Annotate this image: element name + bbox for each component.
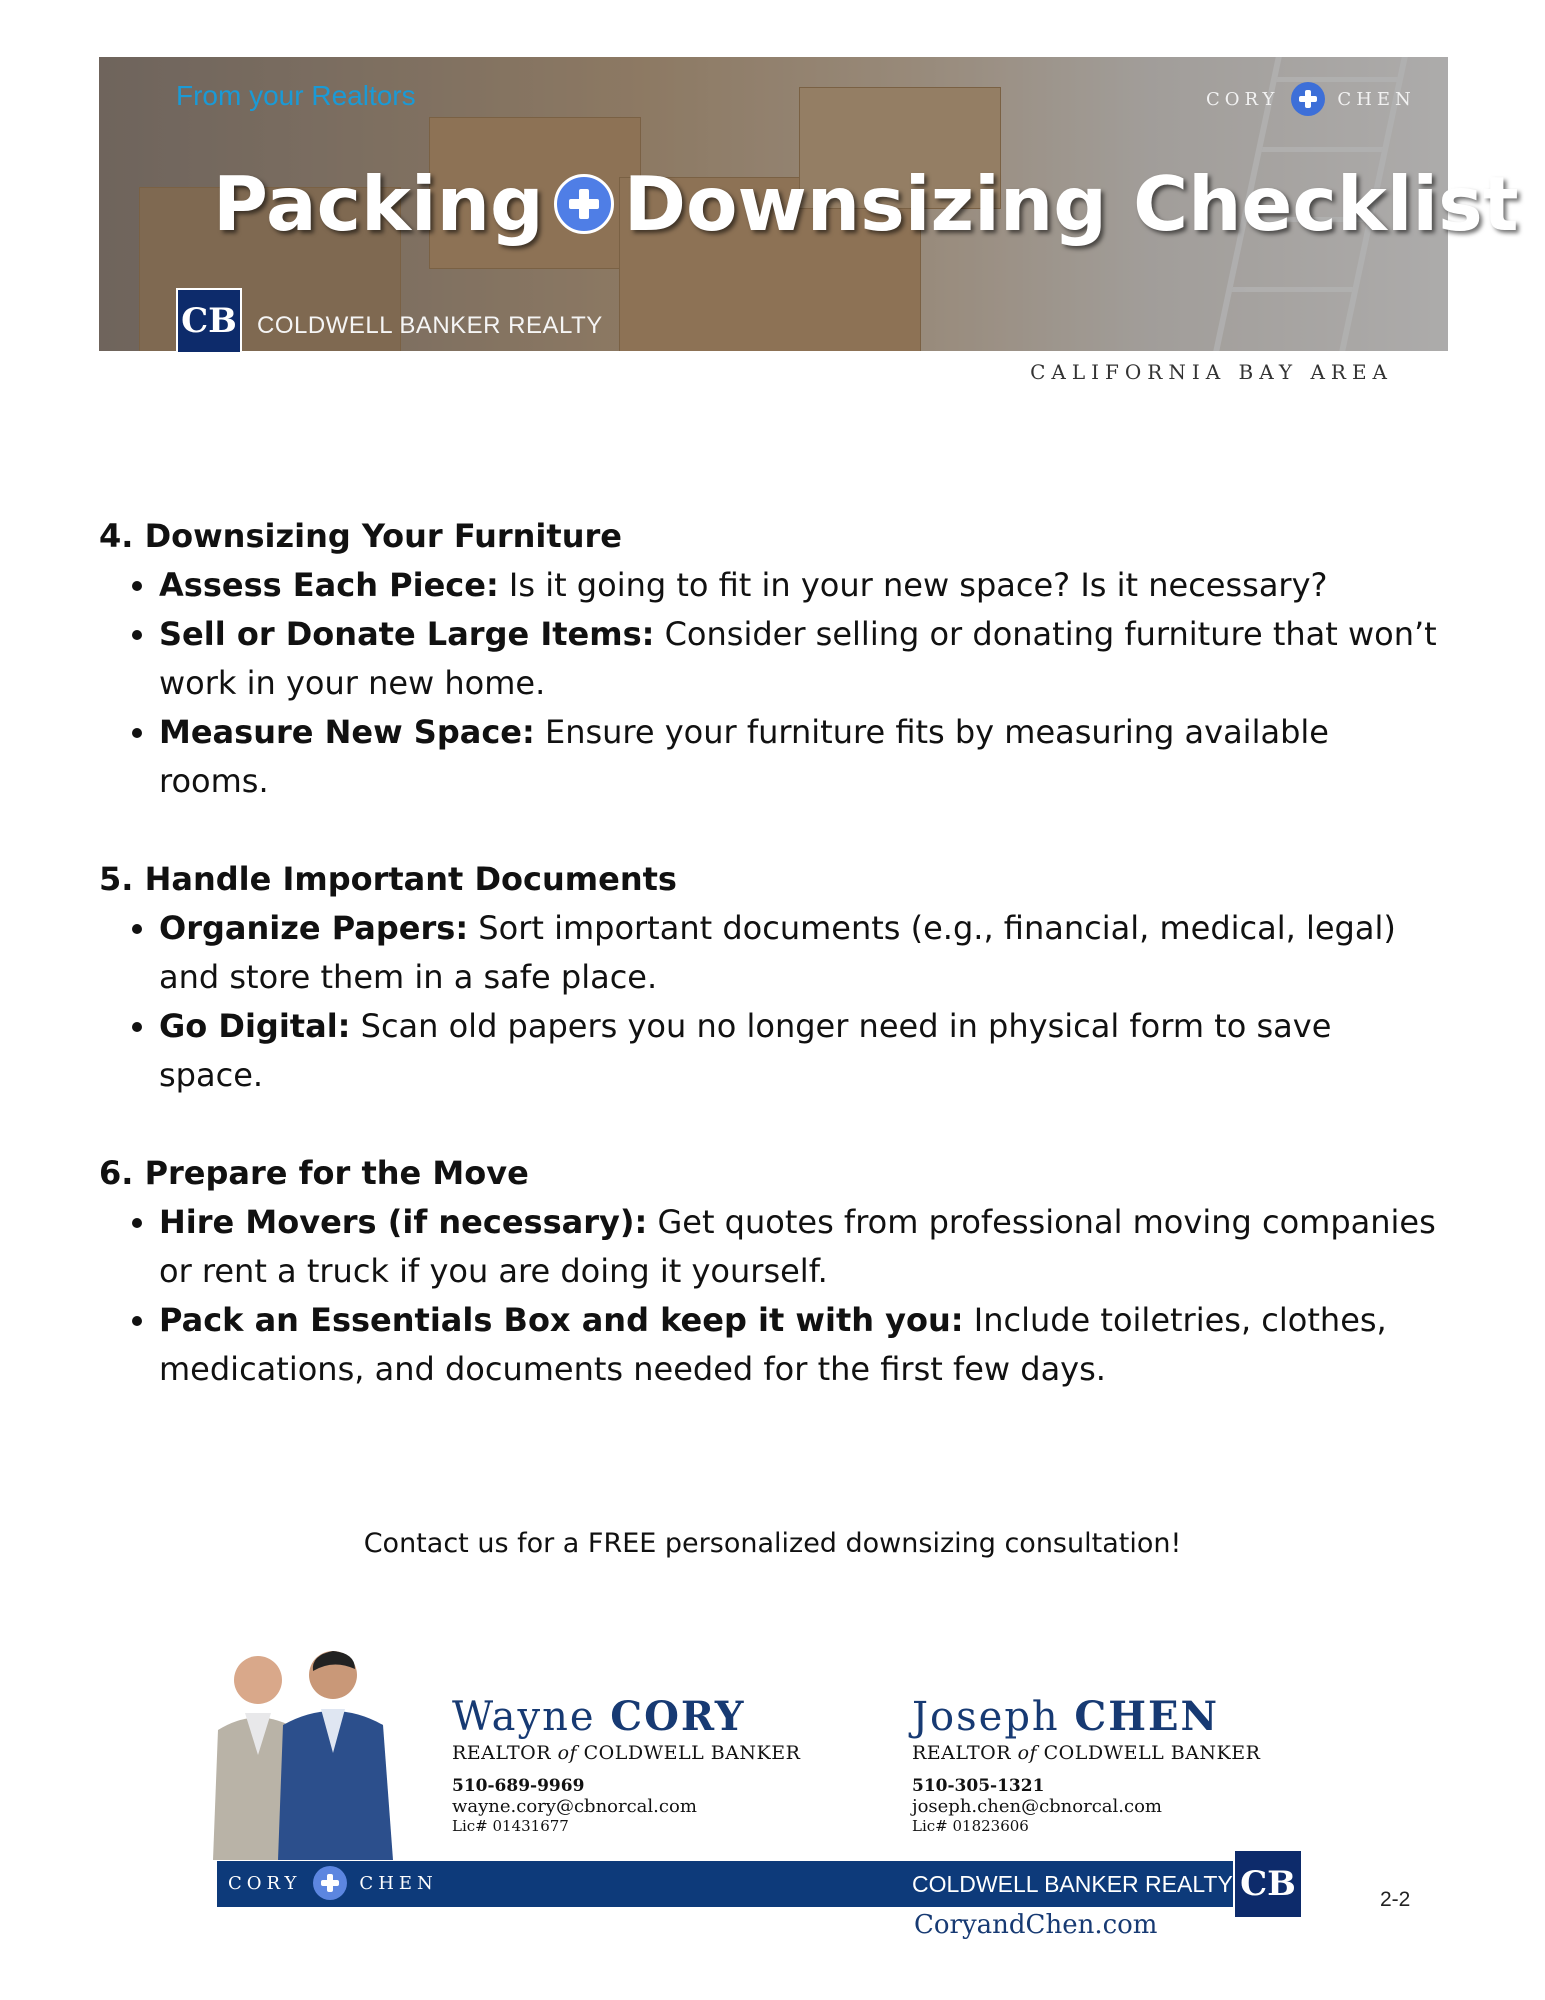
- list-item: • Sell or Donate Large Items: Consider selling or donating furniture that won’t work in your new home.: [159, 610, 1439, 708]
- cory-chen-brand: [1206, 82, 1466, 116]
- agent-role: REALTOR of COLDWELL BANKER: [452, 1742, 801, 1764]
- agent-email[interactable]: wayne.cory@cbnorcal.com: [452, 1796, 697, 1817]
- brand-right: CHEN: [359, 1872, 438, 1894]
- agent-phone[interactable]: 510-689-9969: [452, 1776, 585, 1796]
- checklist: [99, 512, 1439, 1443]
- agents-illustration: [183, 1635, 403, 1860]
- list-item: • Measure New Space: Ensure your furniture fits by measuring available rooms.: [159, 708, 1439, 806]
- brand-right: CHEN: [1337, 88, 1416, 110]
- plus-icon: [313, 1866, 347, 1900]
- page-title: [213, 160, 1519, 248]
- section-documents: [99, 855, 1439, 1100]
- coldwell-banker-logo-icon: CB: [176, 288, 242, 354]
- page-number: 2-2: [1380, 1888, 1411, 1911]
- section-heading: 6. Prepare for the Move: [99, 1154, 529, 1192]
- from-realtors-label: From your Realtors: [176, 80, 416, 111]
- agent-name: Wayne CORY: [452, 1693, 746, 1740]
- consultation-cta: Contact us for a FREE personalized downsizing consultation!: [363, 1528, 1182, 1559]
- section-heading: 5. Handle Important Documents: [99, 860, 677, 898]
- title-packing: Packing: [213, 160, 544, 248]
- agent-license: Lic# 01823606: [912, 1817, 1029, 1835]
- agent-email[interactable]: joseph.chen@cbnorcal.com: [912, 1796, 1162, 1817]
- agent-license: Lic# 01431677: [452, 1817, 569, 1835]
- agent-joseph-chen: [912, 1693, 1260, 1835]
- section-furniture: [99, 512, 1439, 806]
- list-item: • Assess Each Piece: Is it going to fit in your new space? Is it necessary?: [159, 561, 1439, 610]
- banner-company-name: COLDWELL BANKER REALTY: [257, 312, 603, 339]
- agent-role: REALTOR of COLDWELL BANKER: [912, 1742, 1261, 1764]
- agents-photo: [183, 1635, 403, 1860]
- list-item: • Pack an Essentials Box and keep it with you: Include toiletries, clothes, medications, and documents needed for the first few days.: [159, 1296, 1439, 1394]
- website-link[interactable]: CoryandChen.com: [914, 1910, 1158, 1940]
- section-heading: 4. Downsizing Your Furniture: [99, 517, 622, 555]
- plus-icon: [554, 174, 614, 234]
- coldwell-banker-logo-icon: CB: [1233, 1849, 1303, 1919]
- brand-left: CORY: [228, 1872, 302, 1894]
- agent-phone[interactable]: 510-305-1321: [912, 1776, 1045, 1796]
- region-label: CALIFORNIA BAY AREA: [1030, 360, 1393, 384]
- list-item: • Go Digital: Scan old papers you no longer need in physical form to save space.: [159, 1002, 1439, 1100]
- agent-name: Joseph CHEN: [912, 1693, 1220, 1740]
- title-downsizing: Downsizing Checklist: [623, 160, 1519, 248]
- footer-company-name: COLDWELL BANKER REALTY: [912, 1871, 1233, 1897]
- list-item: • Hire Movers (if necessary): Get quotes from professional moving companies or rent a truck if you are doing it yourself.: [159, 1198, 1439, 1296]
- agent-wayne-cory: [452, 1693, 800, 1835]
- brand-left: CORY: [1206, 88, 1280, 110]
- list-item: • Organize Papers: Sort important documents (e.g., financial, medical, legal) and store them in a safe place.: [159, 904, 1439, 1002]
- section-move: [99, 1149, 1439, 1394]
- footer-brand: [228, 1866, 438, 1900]
- plus-icon: [1291, 82, 1325, 116]
